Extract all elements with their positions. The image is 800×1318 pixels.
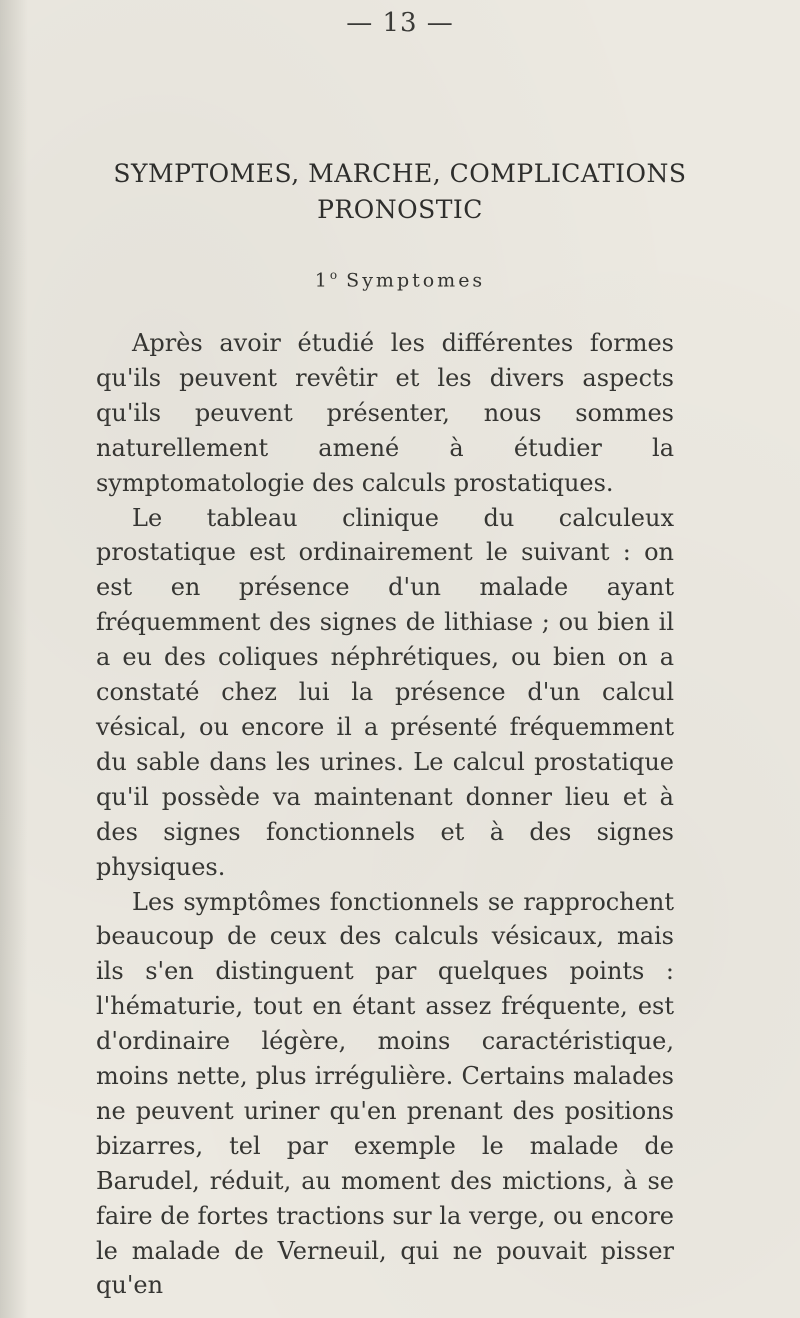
section-ordinal: o	[329, 268, 338, 282]
section-number: 1	[314, 269, 330, 292]
binding-shadow	[0, 0, 28, 1318]
page-number: — 13 —	[346, 8, 454, 38]
chapter-title-line-2: PRONOSTIC	[317, 195, 483, 224]
body-text	[96, 326, 674, 1303]
chapter-title-line-1: SYMPTOMES, MARCHE, COMPLICATIONS	[113, 159, 687, 188]
paragraph-1: Après avoir étudié les différentes formes qu'ils peuvent revêtir et les divers aspects qu'ils peuvent présenter, nous sommes naturellement amené à étudier la symptomatologie des calculs prostatiques.	[96, 329, 674, 497]
paragraph-3: Les symptômes fonctionnels se rapprochent beaucoup de ceux des calculs vésicaux, mais ils s'en distinguent par quelques points : l'hématurie, tout en étant assez fréquente, est d'ordinaire légère, moins caractéristique, moins nette, plus irrégulière. Certains malades ne peuvent uriner qu'en prenant des positions bizarres, tel par exemple le malade de Barudel, réduit, au moment des mictions, à se faire de fortes tractions sur la verge, ou encore le malade de Verneuil, qui ne pouvait pisser qu'en	[96, 887, 674, 1300]
section-label: Symptomes	[346, 269, 486, 292]
chapter-title	[80, 156, 720, 228]
section-title	[80, 268, 720, 291]
paragraph-2: Le tableau clinique du calculeux prostatique est ordinairement le suivant : on est en présence d'un malade ayant fréquemment des signes de lithiase ; ou bien il a eu des coliques néphrétiques, ou bien on a constaté chez lui la présence d'un calcul vésical, ou encore il a présenté fréquemment du sable dans les urines. Le calcul prostatique qu'il possède va maintenant donner lieu et à des signes fonctionnels et à des signes physiques.	[96, 503, 674, 881]
